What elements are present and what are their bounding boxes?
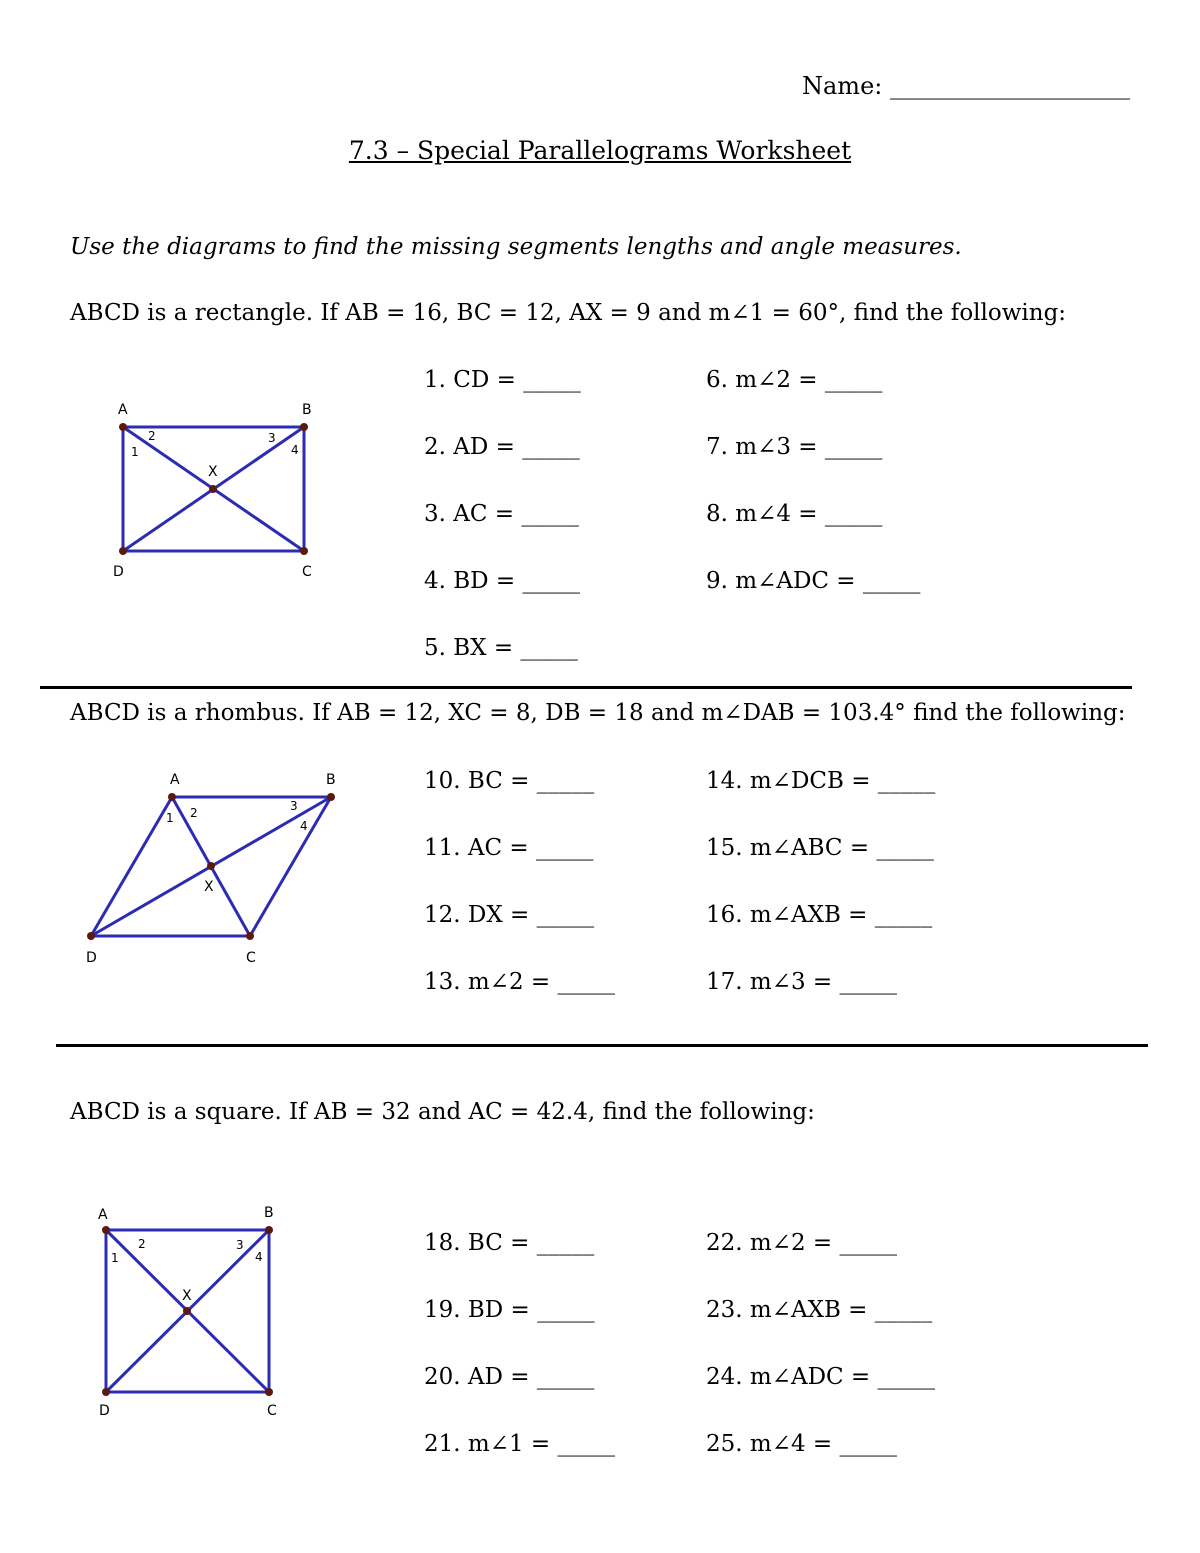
rect-angle-4: 4	[291, 443, 299, 457]
rhombus-vertex-a	[168, 793, 176, 801]
rect-point-x	[209, 485, 217, 493]
square-diagram	[0, 1195, 360, 1430]
question-16[interactable]: 16. m∠AXB = _____	[706, 902, 933, 928]
rect-vertex-b	[300, 423, 308, 431]
question-2[interactable]: 2. AD = _____	[424, 434, 580, 460]
section-divider-2	[56, 1044, 1148, 1047]
rectangle-diagram	[0, 390, 360, 590]
rhombus-label-b: B	[326, 772, 336, 788]
question-19[interactable]: 19. BD = _____	[424, 1297, 595, 1323]
question-22[interactable]: 22. m∠2 = _____	[706, 1230, 897, 1256]
square-angle-3: 3	[236, 1238, 244, 1252]
square-label-x: X	[182, 1288, 192, 1304]
square-vertex-d	[102, 1388, 110, 1396]
rect-label-a: A	[118, 402, 128, 418]
question-24[interactable]: 24. m∠ADC = _____	[706, 1364, 936, 1390]
question-7[interactable]: 7. m∠3 = _____	[706, 434, 883, 460]
rhombus-angle-2: 2	[190, 806, 198, 820]
rhombus-diagram	[0, 760, 360, 975]
square-angle-2: 2	[138, 1237, 146, 1251]
rect-label-c: C	[302, 564, 312, 580]
question-25[interactable]: 25. m∠4 = _____	[706, 1431, 897, 1457]
question-4[interactable]: 4. BD = _____	[424, 568, 580, 594]
rhombus-label-c: C	[246, 950, 256, 966]
rect-vertex-c	[300, 547, 308, 555]
question-1[interactable]: 1. CD = _____	[424, 367, 581, 393]
question-15[interactable]: 15. m∠ABC = _____	[706, 835, 934, 861]
rhombus-side-da	[91, 797, 172, 936]
question-3[interactable]: 3. AC = _____	[424, 501, 579, 527]
question-12[interactable]: 12. DX = _____	[424, 902, 595, 928]
rhombus-vertex-b	[327, 793, 335, 801]
rect-angle-3: 3	[268, 431, 276, 445]
square-prompt: ABCD is a square. If AB = 32 and AC = 42.4, find the following:	[70, 1099, 815, 1125]
question-21[interactable]: 21. m∠1 = _____	[424, 1431, 615, 1457]
rhombus-angle-3: 3	[290, 799, 298, 813]
rect-vertex-a	[119, 423, 127, 431]
rect-label-d: D	[113, 564, 124, 580]
question-11[interactable]: 11. AC = _____	[424, 835, 594, 861]
rhombus-vertex-d	[87, 932, 95, 940]
rect-vertex-d	[119, 547, 127, 555]
rhombus-label-a: A	[170, 772, 180, 788]
question-6[interactable]: 6. m∠2 = _____	[706, 367, 883, 393]
rhombus-vertex-c	[246, 932, 254, 940]
square-vertex-c	[265, 1388, 273, 1396]
question-20[interactable]: 20. AD = _____	[424, 1364, 595, 1390]
square-label-c: C	[267, 1403, 277, 1419]
square-label-d: D	[99, 1403, 110, 1419]
instructions: Use the diagrams to find the missing segments lengths and angle measures.	[70, 234, 962, 260]
square-vertex-a	[102, 1226, 110, 1234]
rhombus-label-x: X	[204, 879, 214, 895]
name-blank: ____________________	[890, 72, 1130, 100]
question-18[interactable]: 18. BC = _____	[424, 1230, 595, 1256]
rhombus-angle-4: 4	[300, 819, 308, 833]
page-title: 7.3 – Special Parallelograms Worksheet	[348, 136, 852, 165]
rhombus-side-bc	[250, 797, 331, 936]
rect-label-b: B	[302, 402, 312, 418]
name-field[interactable]	[802, 72, 1130, 100]
rectangle-prompt: ABCD is a rectangle. If AB = 16, BC = 12, AX = 9 and m∠1 = 60°, find the following:	[70, 300, 1067, 326]
rect-label-x: X	[208, 464, 218, 480]
square-angle-4: 4	[255, 1250, 263, 1264]
question-9[interactable]: 9. m∠ADC = _____	[706, 568, 921, 594]
rect-angle-2: 2	[148, 429, 156, 443]
square-point-x	[183, 1307, 191, 1315]
rect-angle-1: 1	[131, 445, 139, 459]
square-label-b: B	[264, 1205, 274, 1221]
question-14[interactable]: 14. m∠DCB = _____	[706, 768, 936, 794]
question-5[interactable]: 5. BX = _____	[424, 635, 578, 661]
question-8[interactable]: 8. m∠4 = _____	[706, 501, 883, 527]
square-vertex-b	[265, 1226, 273, 1234]
rhombus-angle-1: 1	[166, 811, 174, 825]
question-17[interactable]: 17. m∠3 = _____	[706, 969, 897, 995]
question-10[interactable]: 10. BC = _____	[424, 768, 595, 794]
name-label: Name:	[802, 72, 883, 100]
question-13[interactable]: 13. m∠2 = _____	[424, 969, 615, 995]
question-23[interactable]: 23. m∠AXB = _____	[706, 1297, 933, 1323]
rhombus-prompt: ABCD is a rhombus. If AB = 12, XC = 8, DB = 18 and m∠DAB = 103.4° find the following:	[70, 700, 1126, 726]
rhombus-label-d: D	[86, 950, 97, 966]
rhombus-point-x	[207, 862, 215, 870]
square-label-a: A	[98, 1207, 108, 1223]
section-divider-1	[40, 686, 1132, 689]
square-angle-1: 1	[111, 1251, 119, 1265]
